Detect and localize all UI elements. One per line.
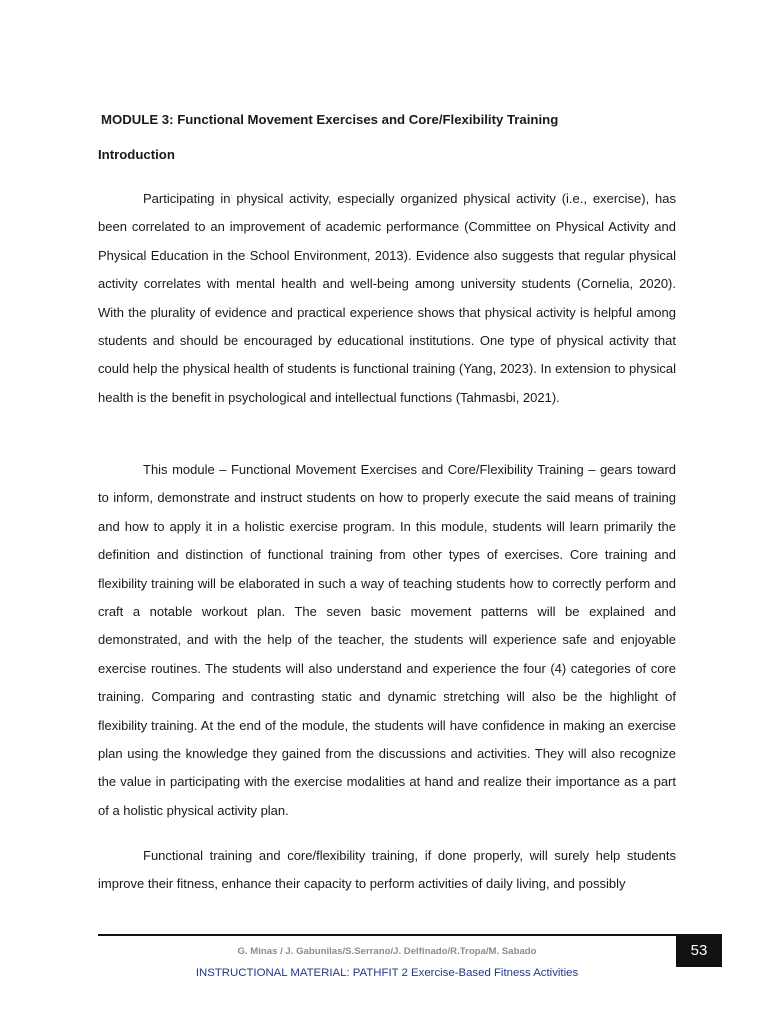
page-number: 53: [676, 934, 722, 967]
paragraph-2: [98, 456, 676, 825]
module-title: MODULE 3: Functional Movement Exercises and Core/Flexibility Training: [101, 112, 559, 127]
footer-authors: G. Minas / J. Gabunilas/S.Serrano/J. Delfinado/R.Tropa/M. Sabado: [237, 946, 537, 957]
footer-divider: [98, 934, 676, 936]
paragraph-3: [98, 842, 676, 899]
paragraph-1-text: Participating in physical activity, especially organized physical activity (i.e., exercise), has been correlated to an improvement of academic performance (Committee on Physical Activity and Physical Education in the School Environment, 2013). Evidence also suggests that regular physical activity correlates with mental health and well-being among university students (Cornelia, 2020). With the plurality of evidence and practical experience shows that physical activity is helpful among students and should be encouraged by educational institutions. One type of physical activity that could help the physical health of students is functional training (Yang, 2023). In extension to physical health is the benefit in psychological and intellectual functions (Tahmasbi, 2021).: [98, 191, 676, 405]
footer-instructional-material: INSTRUCTIONAL MATERIAL: PATHFIT 2 Exercise-Based Fitness Activities: [195, 967, 579, 979]
paragraph-2-text: This module – Functional Movement Exercises and Core/Flexibility Training – gears toward to inform, demonstrate and instruct students on how to properly execute the said means of training and how to apply it in a holistic exercise program. In this module, students will learn primarily the definition and distinction of functional training from other types of exercises. Core training and flexibility training will be elaborated in such a way of teaching students how to correctly perform and craft a notable workout plan. The seven basic movement patterns will be explained and demonstrated, and with the help of the teacher, the students will experience safe and enjoyable exercise routines. The students will also understand and experience the four (4) categories of core training. Comparing and contrasting static and dynamic stretching will also be the highlight of flexibility training. At the end of the module, the students will have confidence in making an exercise plan using the knowledge they gained from the discussions and activities. They will also recognize the value in participating with the exercise modalities at hand and realize their importance as a part of a holistic physical activity plan.: [98, 462, 676, 818]
paragraph-3-text: Functional training and core/flexibility training, if done properly, will surely help students improve their fitness, enhance their capacity to perform activities of daily living, and possibly: [98, 848, 676, 892]
paragraph-1: [98, 185, 676, 412]
section-heading-introduction: Introduction: [98, 147, 175, 162]
